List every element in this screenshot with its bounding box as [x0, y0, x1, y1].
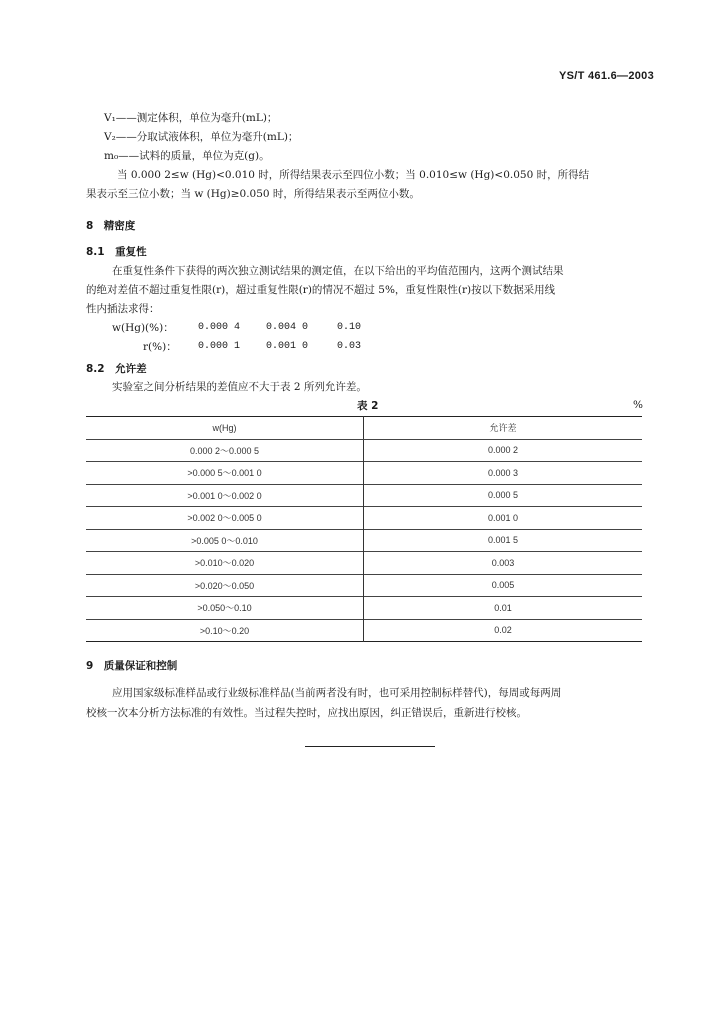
- cell-range: >0.10～0.20: [86, 619, 364, 642]
- section-8-title: 8 精密度: [86, 220, 136, 232]
- cell-tolerance: 0.02: [364, 619, 643, 642]
- cell-range: >0.002 0～0.005 0: [86, 507, 364, 530]
- standard-code: YS/T 461.6—2003: [558, 70, 654, 82]
- repeatability-r-value: 0.000 1: [198, 341, 241, 352]
- repeatability-r-label: r(%)：: [143, 341, 177, 353]
- tolerance-line1: 实验室之间分析结果的差值应不大于表 2 所列允许差。: [112, 381, 367, 393]
- rounding-paragraph-line2: 果表示至三位小数；当 w (Hg)≥0.050 时，所得结果表示至两位小数。: [86, 188, 420, 200]
- def-v2: V₂——分取试液体积，单位为毫升(mL)；: [104, 131, 299, 143]
- repeatability-line3: 性内插法求得：: [86, 303, 160, 315]
- def-m0: m₀——试料的质量，单位为克(g)。: [104, 150, 270, 162]
- cell-tolerance: 0.000 3: [364, 462, 643, 485]
- repeatability-w-value: 0.000 4: [198, 322, 241, 333]
- section-8-1-title: 8.1 重复性: [86, 246, 147, 258]
- cell-range: >0.010～0.020: [86, 552, 364, 575]
- table-row: [86, 439, 642, 462]
- table-row: [86, 574, 642, 597]
- table-row: [86, 529, 642, 552]
- column-header-w-hg: w(Hg): [86, 417, 364, 440]
- table-header-row: [86, 417, 642, 440]
- column-header-tolerance: 允许差: [364, 417, 643, 440]
- repeatability-r-value: 0.03: [337, 341, 362, 352]
- cell-tolerance: 0.000 2: [364, 439, 643, 462]
- repeatability-w-value: 0.004 0: [266, 322, 309, 333]
- repeatability-w-label: w(Hg)(%)：: [112, 322, 174, 334]
- tolerance-table: [86, 416, 642, 642]
- repeatability-line2: 的绝对差值不超过重复性限(r)，超过重复性限(r)的情况不超过 5%，重复性限性(r)按以下数据采用线: [86, 284, 556, 296]
- quality-control-line2: 校核一次本分析方法标准的有效性。当过程失控时，应找出原因，纠正错误后，重新进行校核。: [86, 707, 527, 719]
- table-row: [86, 484, 642, 507]
- def-v1: V₁——测定体积，单位为毫升(mL)；: [104, 112, 278, 124]
- table-2-caption: 表 2: [357, 400, 379, 412]
- section-9-title: 9 质量保证和控制: [86, 660, 178, 672]
- repeatability-w-value: 0.10: [337, 322, 362, 333]
- cell-range: 0.000 2～0.000 5: [86, 439, 364, 462]
- repeatability-line1: 在重复性条件下获得的两次独立测试结果的测定值，在以下给出的平均值范围内，这两个测试结果: [112, 265, 564, 277]
- table-row: [86, 619, 642, 642]
- repeatability-r-value: 0.001 0: [266, 341, 309, 352]
- cell-tolerance: 0.000 5: [364, 484, 643, 507]
- cell-range: >0.005 0～0.010: [86, 529, 364, 552]
- section-8-2-title: 8.2 允许差: [86, 363, 147, 375]
- quality-control-line1: 应用国家级标准样品或行业级标准样品(当前两者没有时，也可采用控制标样替代)，每周或每两周: [112, 687, 562, 699]
- table-row: [86, 552, 642, 575]
- table-row: [86, 507, 642, 530]
- rounding-paragraph-line1: 当 0.000 2≤w (Hg)<0.010 时，所得结果表示至四位小数；当 0.010≤w (Hg)<0.050 时，所得结: [117, 169, 590, 181]
- cell-tolerance: 0.001 0: [364, 507, 643, 530]
- end-rule: [305, 746, 435, 747]
- cell-range: >0.001 0～0.002 0: [86, 484, 364, 507]
- table-row: [86, 597, 642, 620]
- table-row: [86, 462, 642, 485]
- cell-tolerance: 0.01: [364, 597, 643, 620]
- cell-range: >0.000 5～0.001 0: [86, 462, 364, 485]
- cell-range: >0.020～0.050: [86, 574, 364, 597]
- cell-range: >0.050～0.10: [86, 597, 364, 620]
- cell-tolerance: 0.003: [364, 552, 643, 575]
- table-2-unit: %: [633, 399, 643, 411]
- cell-tolerance: 0.001 5: [364, 529, 643, 552]
- cell-tolerance: 0.005: [364, 574, 643, 597]
